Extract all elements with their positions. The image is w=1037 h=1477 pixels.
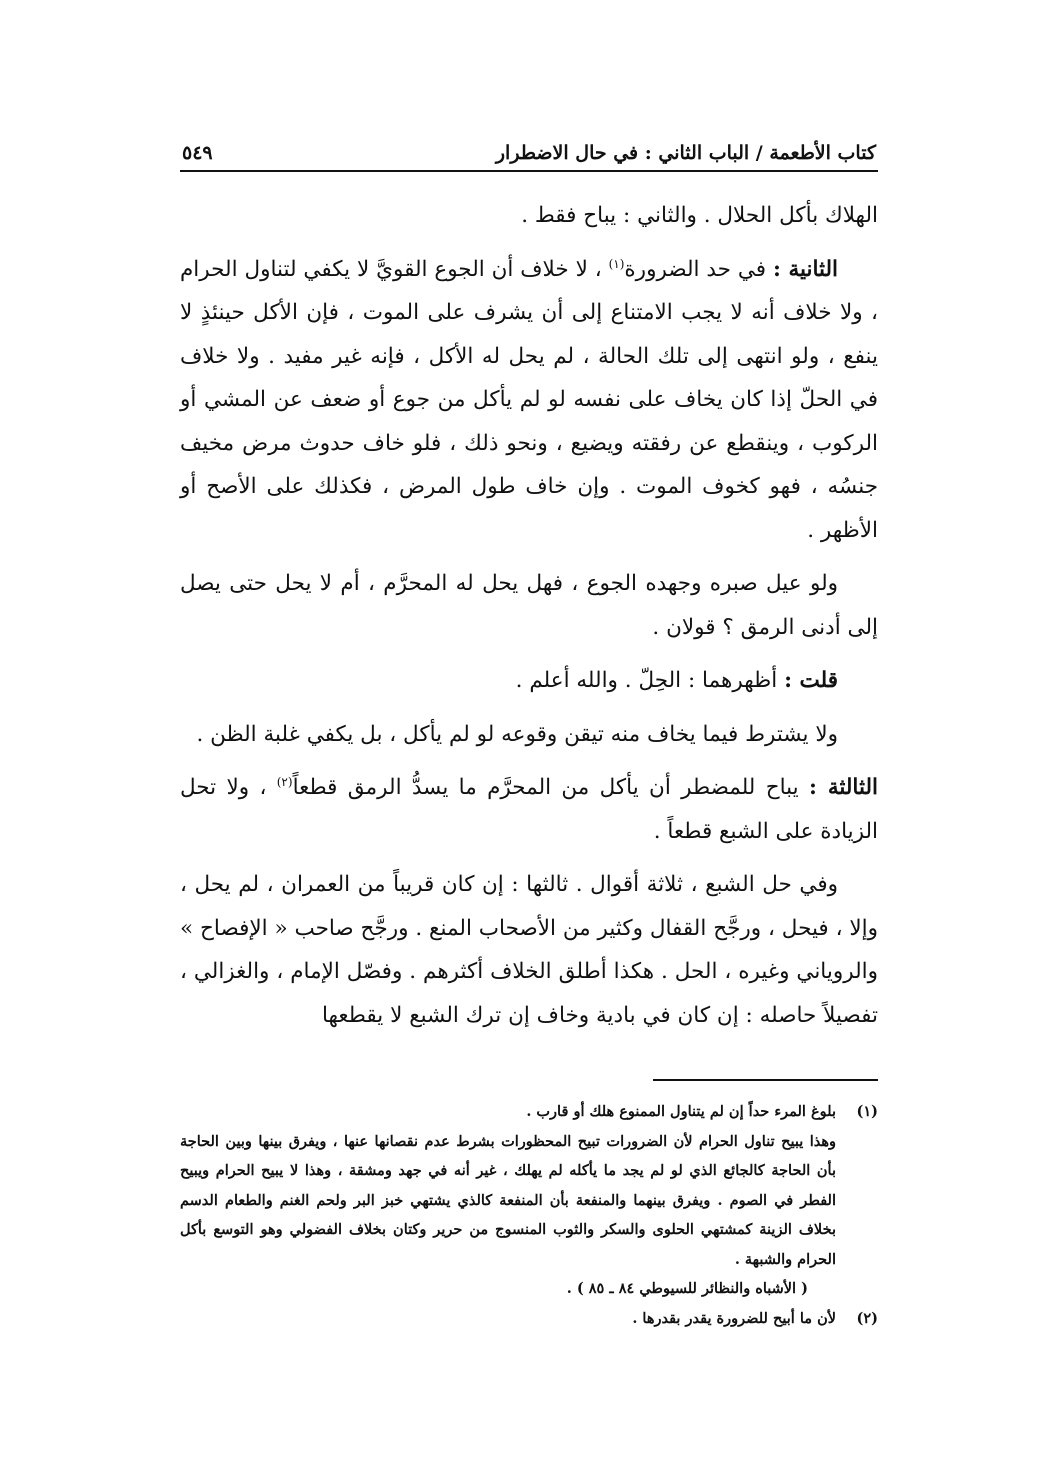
paragraph xyxy=(180,659,878,703)
footnote-text: لأن ما أبيح للضرورة يقدر بقدرها . xyxy=(632,1309,836,1327)
paragraph-text: يباح للمضطر أن يأكل من المحرَّم ما يسدُّ الرمق قطعاً xyxy=(292,775,809,800)
paragraph xyxy=(180,766,878,853)
running-header xyxy=(180,130,878,172)
footnote-ref: (٢) xyxy=(276,774,293,789)
footnote-number: (١) xyxy=(856,1103,878,1120)
paragraph-text-cont: ، لا خلاف أن الجوع القويَّ لا يكفي لتناول الحرام ، ولا خلاف أنه لا يجب الامتناع إلى أن يشرف على الموت ، فإن الأكل حينئذٍ لا ينفع ، ولو انتهى إلى تلك الحالة ، لم يحل له الأكل ، فإنه غير مفيد . ولا خلاف في الحلّ إذا كان يخاف على نفسه لو لم يأكل من جوع أو ضعف عن المشي أو الركوب ، وينقطع عن رفقته ويضيع ، ونحو ذلك ، فلو خاف حدوث مرض مخيف جنسُه ، فهو كخوف الموت . وإن خاف طول المرض ، فكذلك على الأصح أو الأظهر . xyxy=(180,256,878,543)
footnote-ref: (١) xyxy=(608,256,625,271)
paragraph xyxy=(180,863,878,1037)
paragraph xyxy=(180,248,878,553)
paragraph xyxy=(180,194,878,238)
footnote-divider xyxy=(653,1079,878,1081)
paragraph-text: الهلاك بأكل الحلال . والثاني : يباح فقط . xyxy=(521,203,878,228)
paragraph-text: في حد الضرورة xyxy=(624,256,773,282)
paragraph-lead: قلت : xyxy=(784,668,838,693)
paragraph-text-cont: ، ولا تحل الزيادة على الشبع قطعاً . xyxy=(180,775,878,844)
paragraph-lead: الثانية : xyxy=(772,256,839,282)
paragraph-text: ولو عيل صبره وجهده الجوع ، فهل يحل له المحرَّم ، أم لا يحل حتى يصل إلى أدنى الرمق ؟ قولان . xyxy=(180,571,878,640)
paragraph xyxy=(180,562,878,649)
paragraph-text: ولا يشترط فيما يخاف منه تيقن وقوعه لو لم يأكل ، بل يكفي غلبة الظن . xyxy=(196,721,838,747)
main-text xyxy=(180,194,878,1037)
footnote-1-reference: ( الأشباه والنظائر للسيوطي ٨٤ ـ ٨٥ ) . xyxy=(566,1280,808,1297)
footnote-text: بلوغ المرء حداً إن لم يتناول الممنوع هلك أو قارب . xyxy=(526,1103,836,1120)
book-page xyxy=(180,130,878,1333)
paragraph-lead: الثالثة : xyxy=(808,775,878,800)
page-number: ٥٤٩ xyxy=(182,142,213,164)
paragraph-text: وفي حل الشبع ، ثلاثة أقوال . ثالثها : إن كان قريباً من العمران ، لم يحل ، وإلا ، فيحل ، ورجَّح القفال وكثير من الأصحاب المنع . ورجَّح صاحب « الإفصاح » والروياني وغيره ، الحل . هكذا أطلق الخلاف أكثرهم . وفصّل الإمام ، والغزالي ، تفصيلاً حاصله : إن كان في بادية وخاف إن ترك الشبع لا يقطعها xyxy=(180,872,878,1028)
paragraph-text: أظهرهما : الحِلّ . والله أعلم . xyxy=(515,668,785,693)
footnote-1-continuation: وهذا يبيح تناول الحرام لأن الضرورات تبيح المحظورات بشرط عدم نقصانها عنها ، ويفرق بينها وبين الحاجة بأن الحاجة كالجائع الذي لو لم يجد ما يأكله لم يهلك ، غير أنه في جهد ومشقة ، وهذا لا يبيح الحرام ويبيح الفطر في الصوم . ويفرق بينهما والمنفعة بأن المنفعة كالذي يشتهي خبز البر ولحم الغنم والطعام الدسم بخلاف الزينة كمشتهي الحلوى والسكر والثوب المنسوج من حرير وكتان بخلاف الفضولي وهو التوسع بأكل الحرام والشبهة . xyxy=(180,1132,836,1268)
footnote-2 xyxy=(180,1304,878,1334)
footnotes xyxy=(180,1097,878,1333)
header-title: كتاب الأطعمة / الباب الثاني : في حال الاضطرار xyxy=(495,142,876,164)
footnote-number: (٢) xyxy=(856,1309,878,1327)
footnote-1 xyxy=(180,1097,878,1127)
paragraph xyxy=(180,713,878,757)
